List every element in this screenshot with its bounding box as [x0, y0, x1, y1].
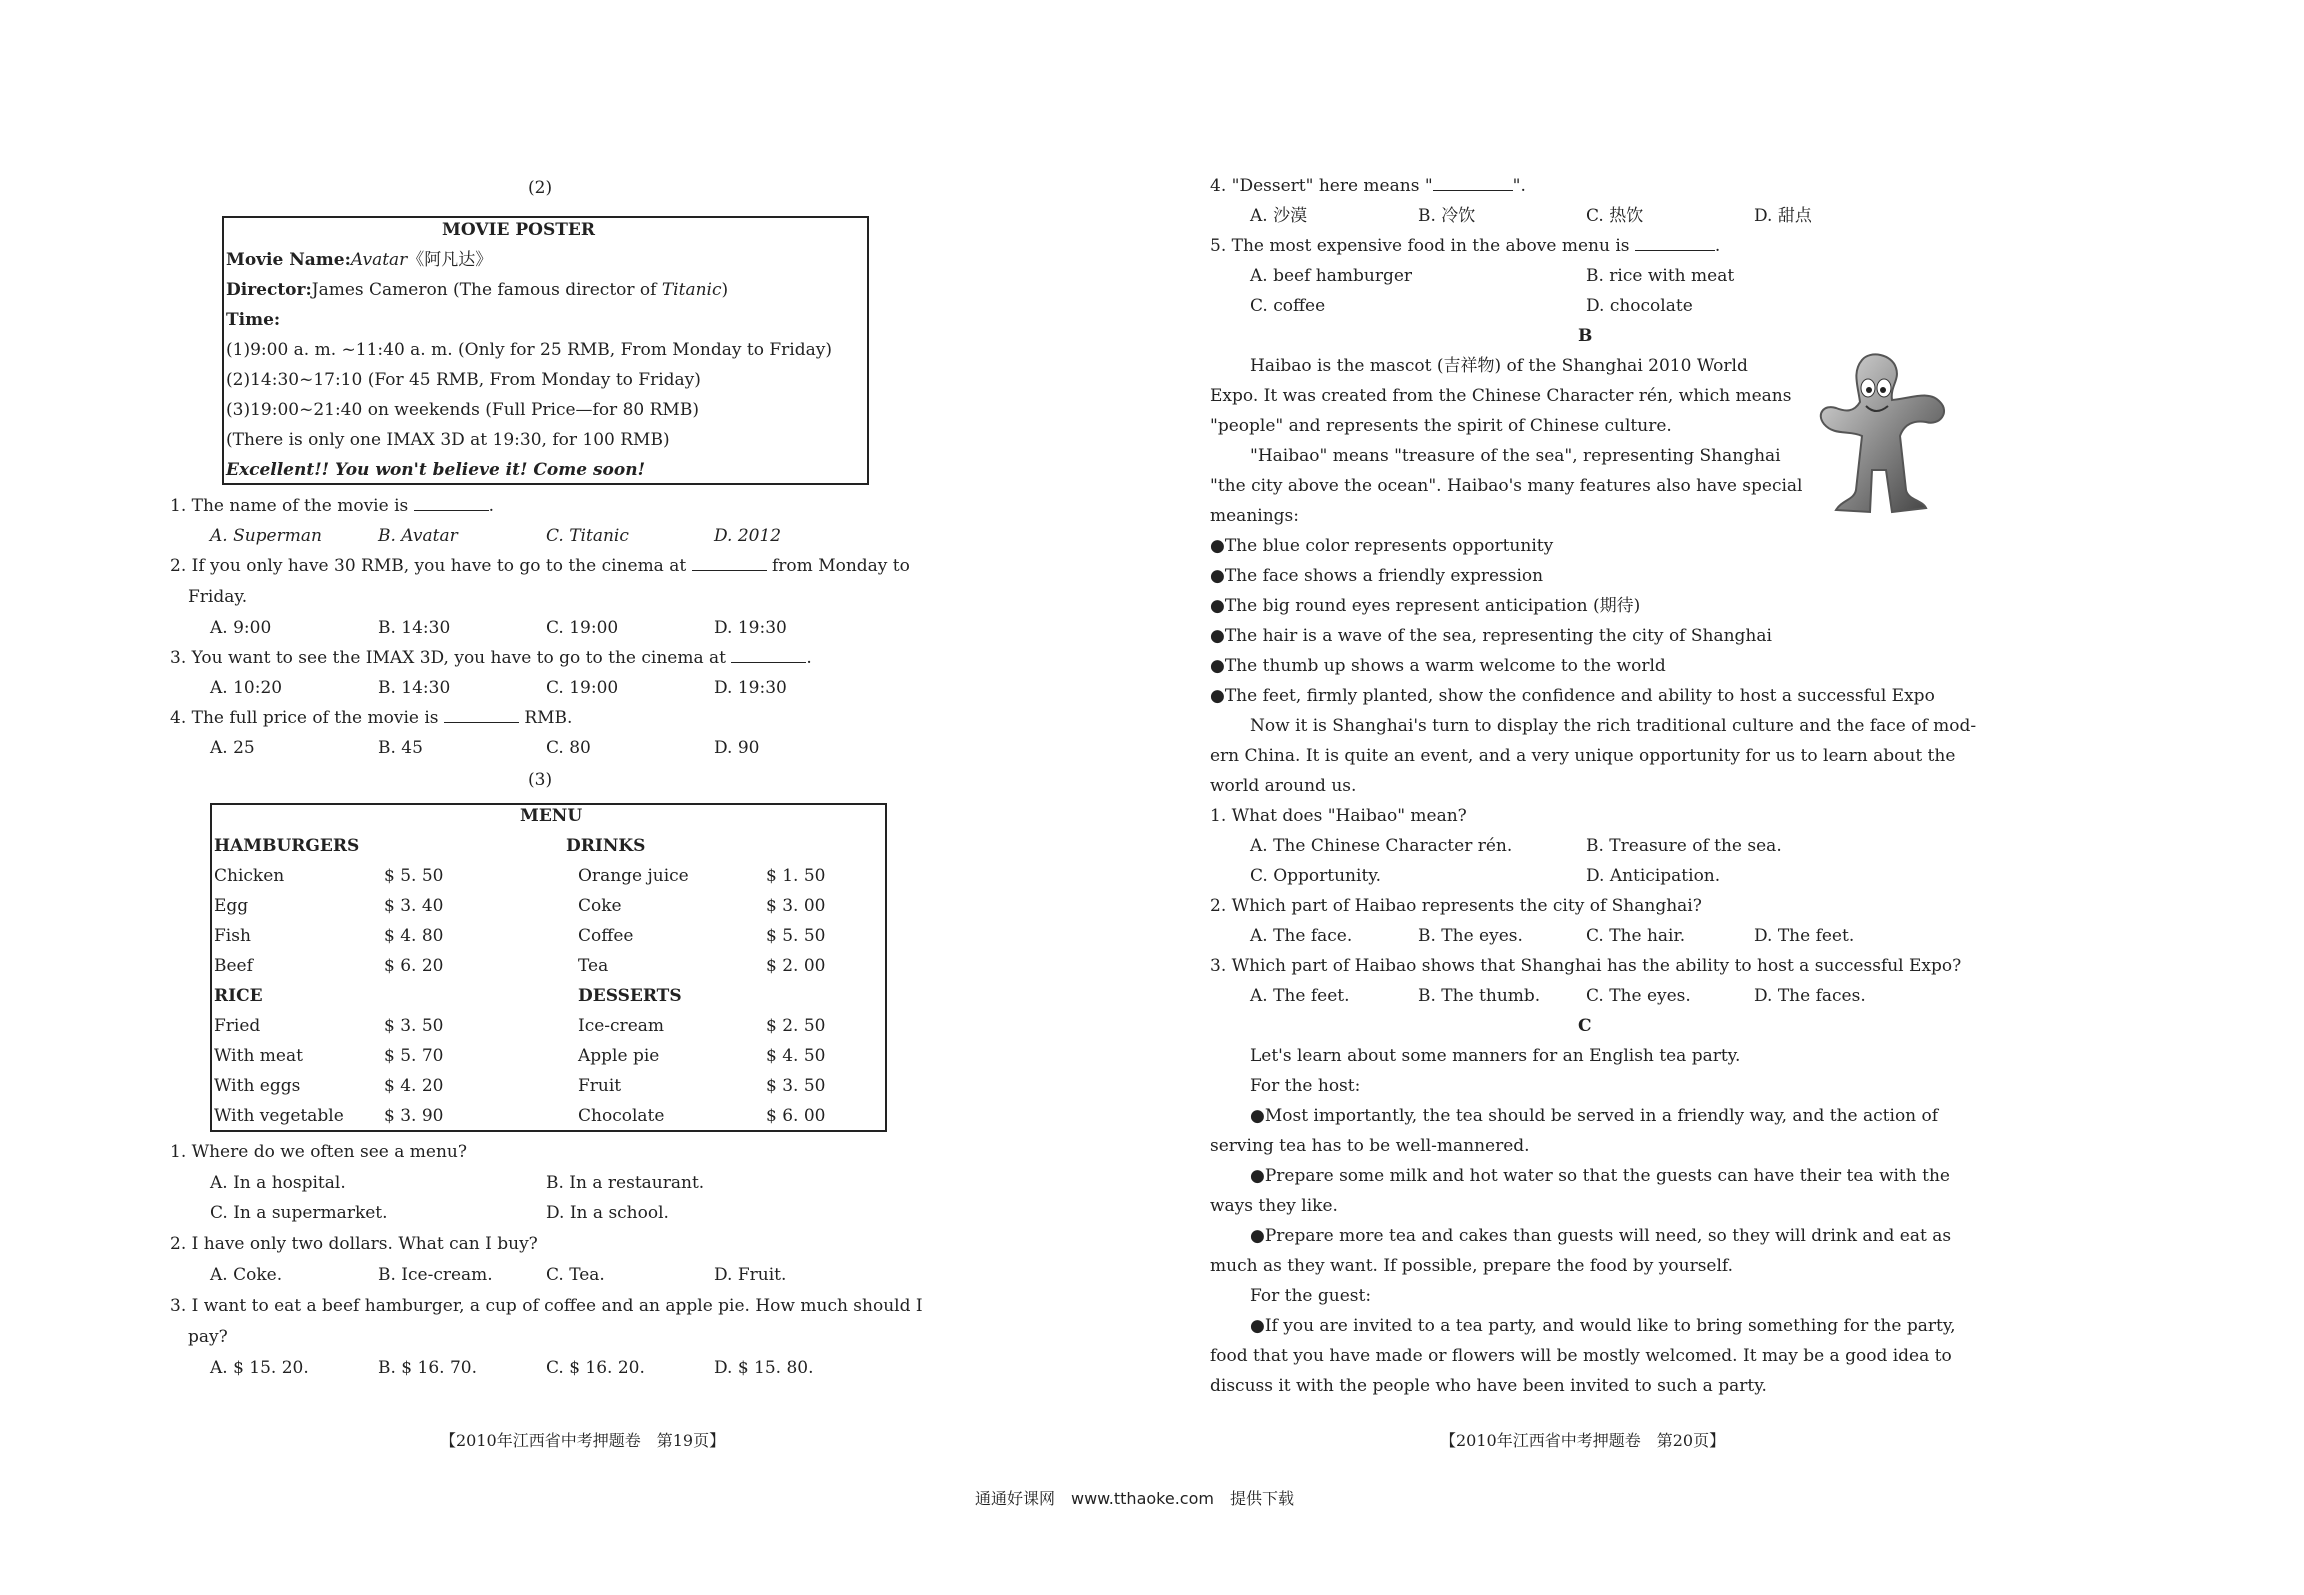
menu-title: MENU	[520, 806, 583, 826]
q4-text-a: 4. The full price of the movie is	[170, 708, 439, 728]
bullet-6: ●The feet, firmly planted, show the confidence and ability to host a successful Expo	[1210, 686, 1935, 706]
m2-option-d: D. Fruit.	[714, 1265, 787, 1285]
menu-question-3: 3. I want to eat a beef hamburger, a cup of coffee and an apple pie. How much should I	[170, 1296, 923, 1316]
menu-price: $ 3. 50	[384, 1016, 444, 1036]
q3-blank	[731, 662, 806, 663]
right-page-footer: 【2010年江西省中考押题卷 第20页】	[1440, 1431, 1726, 1450]
c-line-8: much as they want. If possible, prepare the food by yourself.	[1210, 1256, 1734, 1276]
question-3: 3. You want to see the IMAX 3D, you have to go to the cinema at .	[170, 648, 812, 668]
bq1-option-d: D. Anticipation.	[1586, 866, 1721, 886]
q4-option-c: C. 80	[546, 738, 591, 758]
bq3-option-b: B. The thumb.	[1418, 986, 1541, 1006]
director-label: Director:	[226, 280, 312, 300]
b-text-line-4: "Haibao" means "treasure of the sea", representing Shanghai	[1250, 446, 1781, 466]
movie-name-label: Movie Name:	[226, 250, 351, 270]
poster-time-2: (2)14:30~17:10 (For 45 RMB, From Monday to Friday)	[226, 370, 701, 390]
rq4-option-b: B. 冷饮	[1418, 206, 1476, 226]
poster-director	[226, 280, 728, 300]
bq2-option-a: A. The face.	[1250, 926, 1353, 946]
bullet-3: ●The big round eyes represent anticipation (期待)	[1210, 596, 1641, 616]
question-2	[170, 556, 910, 576]
section-2-label: (2)	[528, 178, 553, 198]
menu-item: Ice-cream	[578, 1016, 665, 1036]
menu-price: $ 6. 20	[384, 956, 444, 976]
q4-option-a: A. 25	[210, 738, 255, 758]
m1-option-a: A. In a hospital.	[210, 1173, 346, 1193]
b-text-line-2: Expo. It was created from the Chinese Character rén, which means	[1210, 386, 1792, 406]
bq1-option-b: B. Treasure of the sea.	[1586, 836, 1782, 856]
q4-option-d: D. 90	[714, 738, 760, 758]
m2-option-a: A. Coke.	[210, 1265, 283, 1285]
b-text-line-5: "the city above the ocean". Haibao's many features also have special	[1210, 476, 1803, 496]
poster-slogan: Excellent!! You won't believe it! Come soon!	[226, 460, 646, 480]
c-line-6: ways they like.	[1210, 1196, 1338, 1216]
movie-name-value: Avatar	[350, 250, 408, 270]
q2-option-d: D. 19:30	[714, 618, 787, 638]
c-line-10: ●If you are invited to a tea party, and would like to bring something for the party,	[1250, 1316, 1956, 1336]
b-question-2: 2. Which part of Haibao represents the city of Shanghai?	[1210, 896, 1702, 916]
menu-item: Orange juice	[578, 866, 689, 886]
menu-price: $ 3. 90	[384, 1106, 444, 1126]
menu-price: $ 3. 00	[766, 896, 826, 916]
menu-item: Coffee	[578, 926, 634, 946]
director-value: James Cameron (The famous director of	[311, 280, 662, 300]
c-line-12: discuss it with the people who have been invited to such a party.	[1210, 1376, 1767, 1396]
q3-text: 3. You want to see the IMAX 3D, you have to go to the cinema at	[170, 648, 726, 668]
bullet-4: ●The hair is a wave of the sea, representing the city of Shanghai	[1210, 626, 1772, 646]
b-text-line-3: "people" and represents the spirit of Chinese culture.	[1210, 416, 1672, 436]
bullet-dot-icon: ●	[1210, 686, 1225, 706]
menu-item: With vegetable	[214, 1106, 344, 1126]
m3-option-b: B. $ 16. 70.	[378, 1358, 477, 1378]
menu-price: $ 4. 80	[384, 926, 444, 946]
q1-option-d: D. 2012	[714, 526, 782, 546]
m2-option-b: B. Ice-cream.	[378, 1265, 493, 1285]
q2-option-b: B. 14:30	[378, 618, 451, 638]
q2-text-c: Friday.	[188, 587, 248, 607]
q2-text-a: 2. If you only have 30 RMB, you have to go to the cinema at	[170, 556, 687, 576]
poster-time-label: Time:	[226, 310, 281, 330]
menu-price: $ 2. 00	[766, 956, 826, 976]
menu-item: With eggs	[214, 1076, 301, 1096]
q4-text-b: RMB.	[524, 708, 573, 728]
m3-option-d: D. $ 15. 80.	[714, 1358, 814, 1378]
bullet-dot-icon: ●	[1210, 656, 1225, 676]
rq4-option-c: C. 热饮	[1586, 206, 1644, 226]
m1-option-d: D. In a school.	[546, 1203, 669, 1223]
menu-question-1: 1. Where do we often see a menu?	[170, 1142, 467, 1162]
rq4-text-a: 4. "Dessert" here means "	[1210, 176, 1433, 196]
q1-option-c: C. Titanic	[546, 526, 629, 546]
director-end: )	[721, 280, 729, 300]
bq2-option-c: C. The hair.	[1586, 926, 1686, 946]
bullet-5: ●The thumb up shows a warm welcome to the world	[1210, 656, 1666, 676]
rq4-option-d: D. 甜点	[1754, 206, 1812, 226]
section-c-label: C	[1578, 1016, 1592, 1036]
bullet-dot-icon: ●	[1210, 596, 1225, 616]
bq3-option-c: C. The eyes.	[1586, 986, 1691, 1006]
menu-item: Tea	[578, 956, 609, 976]
menu-price: $ 3. 50	[766, 1076, 826, 1096]
menu-item: Fruit	[578, 1076, 622, 1096]
rq4-text-b: ".	[1512, 176, 1526, 196]
menu-price: $ 1. 50	[766, 866, 826, 886]
rq5-option-c: C. coffee	[1250, 296, 1326, 316]
q3-option-c: C. 19:00	[546, 678, 619, 698]
menu-item: Chicken	[214, 866, 285, 886]
menu-head-rice: RICE	[214, 986, 263, 1006]
poster-time-1: (1)9:00 a. m. ~11:40 a. m. (Only for 25 RMB, From Monday to Friday)	[226, 340, 832, 360]
c-line-7: ●Prepare more tea and cakes than guests will need, so they will drink and eat as	[1250, 1226, 1952, 1246]
menu-head-hamburgers: HAMBURGERS	[214, 836, 360, 856]
bq3-option-a: A. The feet.	[1250, 986, 1350, 1006]
c-line-3: ●Most importantly, the tea should be served in a friendly way, and the action of	[1250, 1106, 1939, 1126]
q1-text: 1. The name of the movie is	[170, 496, 409, 516]
movie-name-cn: 《阿凡达》	[407, 250, 493, 270]
q3-option-b: B. 14:30	[378, 678, 451, 698]
download-note: 通通好课网 www.tthaoke.com 提供下载	[975, 1489, 1294, 1508]
question-4	[170, 708, 572, 728]
q4-option-b: B. 45	[378, 738, 423, 758]
menu-price: $ 5. 70	[384, 1046, 444, 1066]
menu-item: Fish	[214, 926, 251, 946]
menu-price: $ 5. 50	[766, 926, 826, 946]
rq4-option-a: A. 沙漠	[1250, 206, 1308, 226]
right-question-5: 5. The most expensive food in the above menu is .	[1210, 236, 1721, 256]
b-question-3: 3. Which part of Haibao shows that Shanghai has the ability to host a successful Expo?	[1210, 956, 1962, 976]
haibao-mascot-icon	[1800, 350, 1960, 520]
menu-item: Chocolate	[578, 1106, 665, 1126]
menu-price: $ 4. 50	[766, 1046, 826, 1066]
rq5-option-a: A. beef hamburger	[1250, 266, 1413, 286]
b-question-1: 1. What does "Haibao" mean?	[1210, 806, 1467, 826]
bullet-2: ●The face shows a friendly expression	[1210, 566, 1544, 586]
section-3-label: (3)	[528, 770, 553, 790]
m2-option-c: C. Tea.	[546, 1265, 605, 1285]
c-line-4: serving tea has to be well-mannered.	[1210, 1136, 1530, 1156]
bullet-dot-icon: ●	[1210, 566, 1225, 586]
rq5-option-b: B. rice with meat	[1586, 266, 1735, 286]
q1-option-b: B. Avatar	[378, 526, 458, 546]
menu-question-2: 2. I have only two dollars. What can I buy?	[170, 1234, 538, 1254]
rq5-text: 5. The most expensive food in the above menu is	[1210, 236, 1630, 256]
q2-option-a: A. 9:00	[210, 618, 272, 638]
poster-time-3: (3)19:00~21:40 on weekends (Full Price—for 80 RMB)	[226, 400, 699, 420]
menu-item: Apple pie	[578, 1046, 660, 1066]
q2-text-b: from Monday to	[772, 556, 910, 576]
question-1: 1. The name of the movie is .	[170, 496, 495, 516]
q4-blank	[444, 722, 519, 723]
right-question-4	[1210, 176, 1526, 196]
q2-option-c: C. 19:00	[546, 618, 619, 638]
left-page-footer: 【2010年江西省中考押题卷 第19页】	[440, 1431, 726, 1450]
c-line-1: Let's learn about some manners for an English tea party.	[1250, 1046, 1741, 1066]
menu-price: $ 6. 00	[766, 1106, 826, 1126]
b-end-line-2: ern China. It is quite an event, and a very unique opportunity for us to learn about the	[1210, 746, 1956, 766]
q2-blank	[692, 570, 767, 571]
menu-head-desserts: DESSERTS	[578, 986, 682, 1006]
rq4-blank	[1433, 190, 1513, 191]
bq2-option-d: D. The feet.	[1754, 926, 1855, 946]
q3-option-a: A. 10:20	[210, 678, 283, 698]
bq3-option-d: D. The faces.	[1754, 986, 1866, 1006]
menu-price: $ 2. 50	[766, 1016, 826, 1036]
menu-head-drinks: DRINKS	[566, 836, 646, 856]
c-line-11: food that you have made or flowers will be mostly welcomed. It may be a good idea to	[1210, 1346, 1952, 1366]
menu-item: Fried	[214, 1016, 261, 1036]
c-line-9: For the guest:	[1250, 1286, 1372, 1306]
rq5-option-d: D. chocolate	[1586, 296, 1693, 316]
b-text-line-1: Haibao is the mascot (吉祥物) of the Shanghai 2010 World	[1250, 356, 1748, 376]
q3-option-d: D. 19:30	[714, 678, 787, 698]
b-text-line-6: meanings:	[1210, 506, 1299, 526]
m3-option-c: C. $ 16. 20.	[546, 1358, 645, 1378]
c-line-2: For the host:	[1250, 1076, 1361, 1096]
menu-price: $ 3. 40	[384, 896, 444, 916]
poster-movie-name	[226, 250, 492, 270]
bq2-option-b: B. The eyes.	[1418, 926, 1523, 946]
m1-option-b: B. In a restaurant.	[546, 1173, 705, 1193]
c-line-5: ●Prepare some milk and hot water so that the guests can have their tea with the	[1250, 1166, 1950, 1186]
bq1-option-c: C. Opportunity.	[1250, 866, 1382, 886]
b-end-line-1: Now it is Shanghai's turn to display the rich traditional culture and the face of mod-	[1250, 716, 1977, 736]
section-b-label: B	[1578, 326, 1593, 346]
m3-option-a: A. $ 15. 20.	[210, 1358, 309, 1378]
m1-option-c: C. In a supermarket.	[210, 1203, 388, 1223]
menu-item: Coke	[578, 896, 622, 916]
menu-price: $ 4. 20	[384, 1076, 444, 1096]
b-end-line-3: world around us.	[1210, 776, 1357, 796]
menu-item: With meat	[214, 1046, 303, 1066]
bq1-option-a: A. The Chinese Character rén.	[1250, 836, 1513, 856]
q1-blank	[414, 510, 489, 511]
bullet-dot-icon: ●	[1210, 536, 1225, 556]
poster-title: MOVIE POSTER	[442, 220, 595, 240]
q1-option-a: A. Superman	[210, 526, 322, 546]
menu-question-3-cont: pay?	[188, 1327, 228, 1347]
bullet-1: ●The blue color represents opportunity	[1210, 536, 1554, 556]
rq5-blank	[1635, 250, 1715, 251]
menu-price: $ 5. 50	[384, 866, 444, 886]
menu-item: Egg	[214, 896, 249, 916]
bullet-dot-icon: ●	[1210, 626, 1225, 646]
director-film: Titanic	[661, 280, 722, 300]
menu-item: Beef	[214, 956, 253, 976]
poster-time-4: (There is only one IMAX 3D at 19:30, for 100 RMB)	[226, 430, 670, 450]
